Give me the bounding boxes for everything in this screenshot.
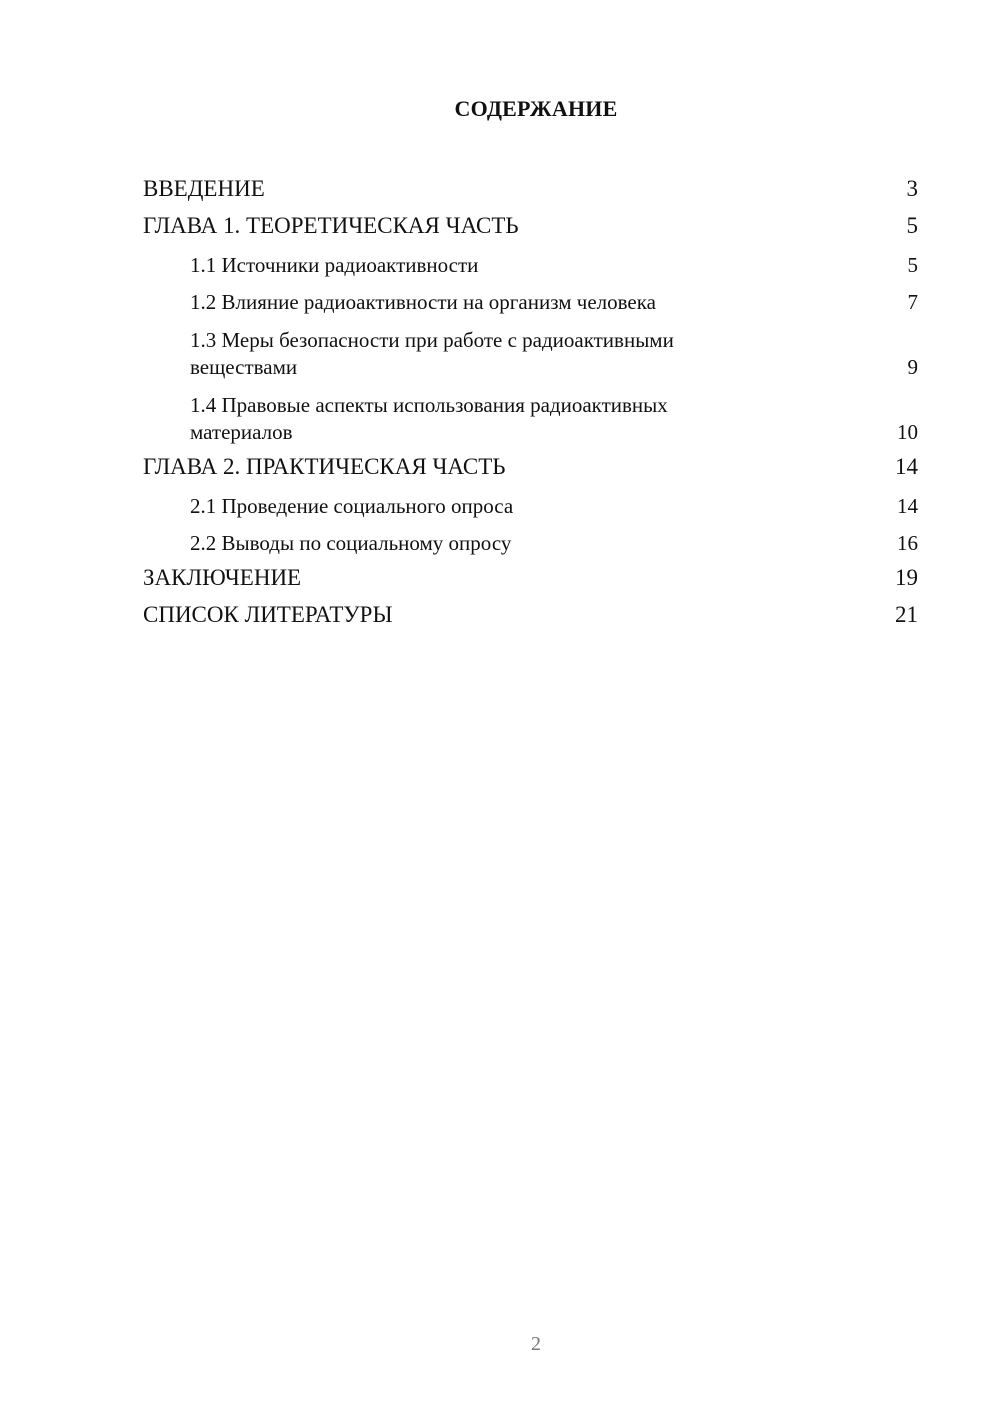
toc-entry-section-1-4[interactable] xyxy=(143,381,918,446)
toc-entry-label: 1.2 Влияние радиоактивности на организм человека xyxy=(190,290,656,314)
toc-entry-page: 7 xyxy=(907,290,918,314)
toc-entry-label: 2.1 Проведение социального опроса xyxy=(190,494,514,518)
toc-entry-section-1-2[interactable] xyxy=(143,279,918,316)
toc-entry-label: ВВЕДЕНИЕ xyxy=(143,176,265,201)
toc-entry-page: 5 xyxy=(907,253,918,277)
toc-entry-section-2-1[interactable] xyxy=(143,483,918,520)
toc-entry-page: 16 xyxy=(897,531,918,555)
page-number: 2 xyxy=(531,1333,541,1355)
toc-entry-label: 1.1 Источники радиоактивности xyxy=(190,253,479,277)
toc-entry-conclusion[interactable] xyxy=(143,557,918,594)
toc-entry-references[interactable] xyxy=(143,594,918,631)
toc-entry-section-1-1[interactable] xyxy=(143,242,918,279)
toc-entry-introduction[interactable] xyxy=(143,168,918,205)
toc-entry-label: 1.3 Меры безопасности при работе с радиоактивными веществами xyxy=(190,328,674,379)
toc-entry-page: 3 xyxy=(906,176,918,201)
toc-entry-chapter-2[interactable] xyxy=(143,446,918,483)
toc-entry-label: ЗАКЛЮЧЕНИЕ xyxy=(143,565,302,590)
toc-entry-page: 19 xyxy=(895,565,918,590)
toc-entry-label: 2.2 Выводы по социальному опросу xyxy=(190,531,512,555)
toc-entry-page: 14 xyxy=(897,494,918,518)
toc-entry-chapter-1[interactable] xyxy=(143,205,918,242)
toc-entry-label: ГЛАВА 2. ПРАКТИЧЕСКАЯ ЧАСТЬ xyxy=(143,454,506,479)
toc-entry-section-1-3[interactable] xyxy=(143,316,918,381)
toc-entry-page: 10 xyxy=(897,420,918,444)
toc-entry-label: 1.4 Правовые аспекты использования радиоактивных материалов xyxy=(190,393,668,444)
toc-entry-page: 5 xyxy=(906,213,918,238)
toc-entry-label: ГЛАВА 1. ТЕОРЕТИЧЕСКАЯ ЧАСТЬ xyxy=(143,213,519,238)
toc-entry-section-2-2[interactable] xyxy=(143,520,918,557)
toc-entry-page: 21 xyxy=(895,602,918,627)
table-of-contents xyxy=(143,168,918,631)
toc-entry-page: 14 xyxy=(895,454,918,479)
toc-title: СОДЕРЖАНИЕ xyxy=(454,96,618,121)
toc-entry-label: СПИСОК ЛИТЕРАТУРЫ xyxy=(143,602,393,627)
toc-entry-page: 9 xyxy=(907,355,918,379)
